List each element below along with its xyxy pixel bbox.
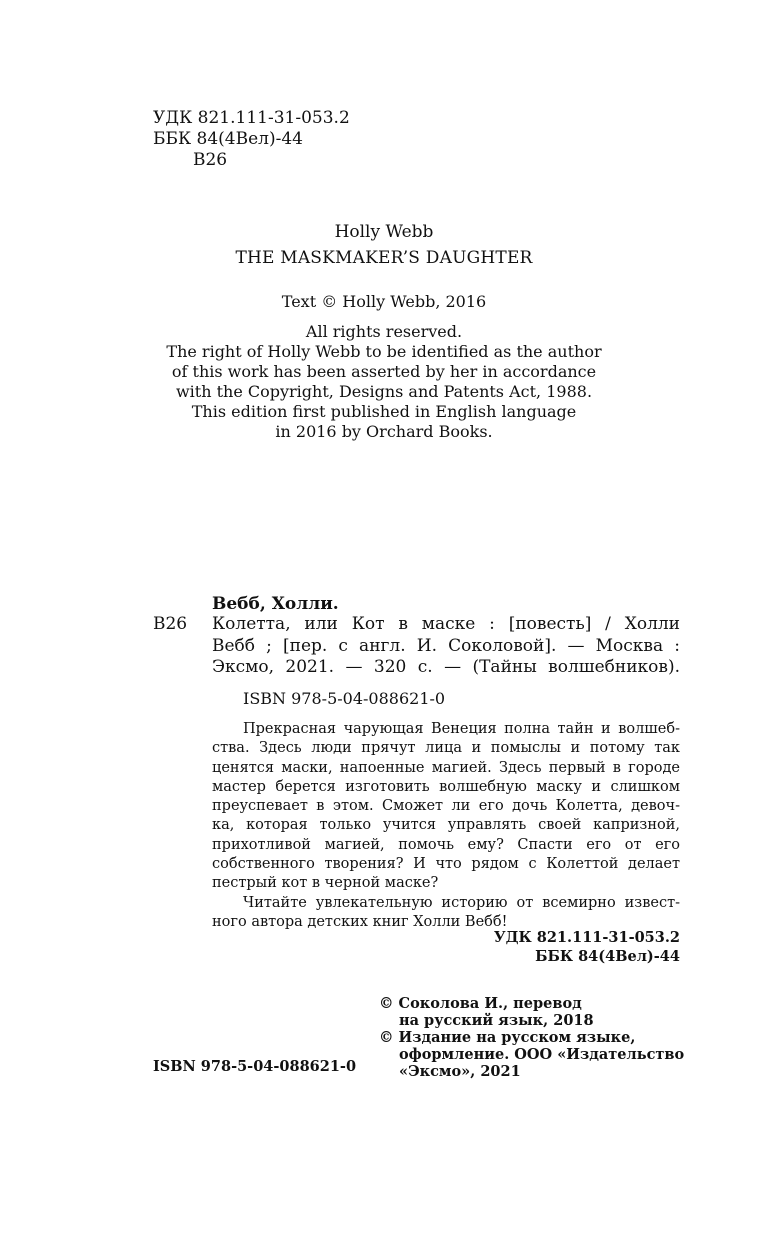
copyright-edition-cont: оформление. ООО «Издательство xyxy=(399,1046,685,1063)
annotation-line: преуспевает в этом. Сможет ли его дочь Колетта, девоч- xyxy=(212,798,680,815)
annotation-line: Читайте увлекательную историю от всемирно извест- xyxy=(243,894,680,911)
original-author: Holly Webb xyxy=(334,222,434,242)
annotation-line: мастер берется изготовить волшебную маску и слишком xyxy=(212,778,680,795)
original-title: THE MASKMAKER’S DAUGHTER xyxy=(235,248,533,268)
copyright-translation-cont: на русский язык, 2018 xyxy=(399,1012,594,1029)
rights-notice xyxy=(0,322,768,442)
annotation-line: пестрый кот в черной маске? xyxy=(212,875,439,892)
rights-line: of this work has been asserted by her in accordance xyxy=(171,362,597,381)
isbn-bottom: ISBN 978-5-04-088621-0 xyxy=(153,1058,357,1075)
annotation-line: ка, которая только учится управлять своей капризной, xyxy=(212,817,680,834)
bibliography-author: Вебб, Холли. xyxy=(212,594,339,614)
annotation-line: прихотливой магией, помочь ему? Спасти его от его xyxy=(212,836,680,853)
bibliography-code: В26 xyxy=(153,614,188,634)
bbk-code: ББК 84(4Вел)-44 xyxy=(153,129,303,149)
rights-line: The right of Holly Webb to be identified as the author xyxy=(166,342,602,361)
rights-line: in 2016 by Orchard Books. xyxy=(275,422,493,441)
annotation-line: ного автора детских книг Холли Вебб! xyxy=(212,913,508,930)
rights-line: This edition first published in English language xyxy=(191,402,577,421)
original-copyright: Text © Holly Webb, 2016 xyxy=(281,292,487,311)
bibliography-line: Колетта, или Кот в маске : [повесть] / Холли xyxy=(212,614,680,634)
rights-line: with the Copyright, Designs and Patents Act, 1988. xyxy=(175,382,593,401)
bibliography-isbn: ISBN 978-5-04-088621-0 xyxy=(243,689,446,708)
annotation xyxy=(212,720,680,932)
russian-copyright xyxy=(379,995,684,1080)
copyright-edition: © Издание на русском языке, xyxy=(379,1029,636,1046)
udk-code: УДК 821.111-31-053.2 xyxy=(153,108,350,128)
copyright-edition-cont: «Эксмо», 2021 xyxy=(399,1063,521,1080)
bibliography-description xyxy=(212,614,680,679)
author-code: В26 xyxy=(193,150,228,170)
bibliography-line: Вебб ; [пер. с англ. И. Соколовой]. — Москва : xyxy=(212,635,680,656)
annotation-line: ценятся маски, напоенные магией. Здесь первый в городе xyxy=(212,759,680,776)
copyright-translation: © Соколова И., перевод xyxy=(379,995,582,1012)
classification-block xyxy=(153,108,350,171)
udk-bold-block xyxy=(430,928,680,966)
annotation-line: ства. Здесь люди прячут лица и помыслы и потому так xyxy=(212,740,680,757)
udk-code-bold: УДК 821.111-31-053.2 xyxy=(493,929,680,946)
rights-line: All rights reserved. xyxy=(305,322,463,341)
bbk-code-bold: ББК 84(4Вел)-44 xyxy=(535,948,680,965)
bibliography-line: Эксмо, 2021. — 320 с. — (Тайны волшебников). xyxy=(212,657,680,677)
annotation-line: собственного творения? И что рядом с Колеттой делает xyxy=(212,856,680,873)
annotation-line: Прекрасная чарующая Венеция полна тайн и волшеб- xyxy=(243,721,680,737)
